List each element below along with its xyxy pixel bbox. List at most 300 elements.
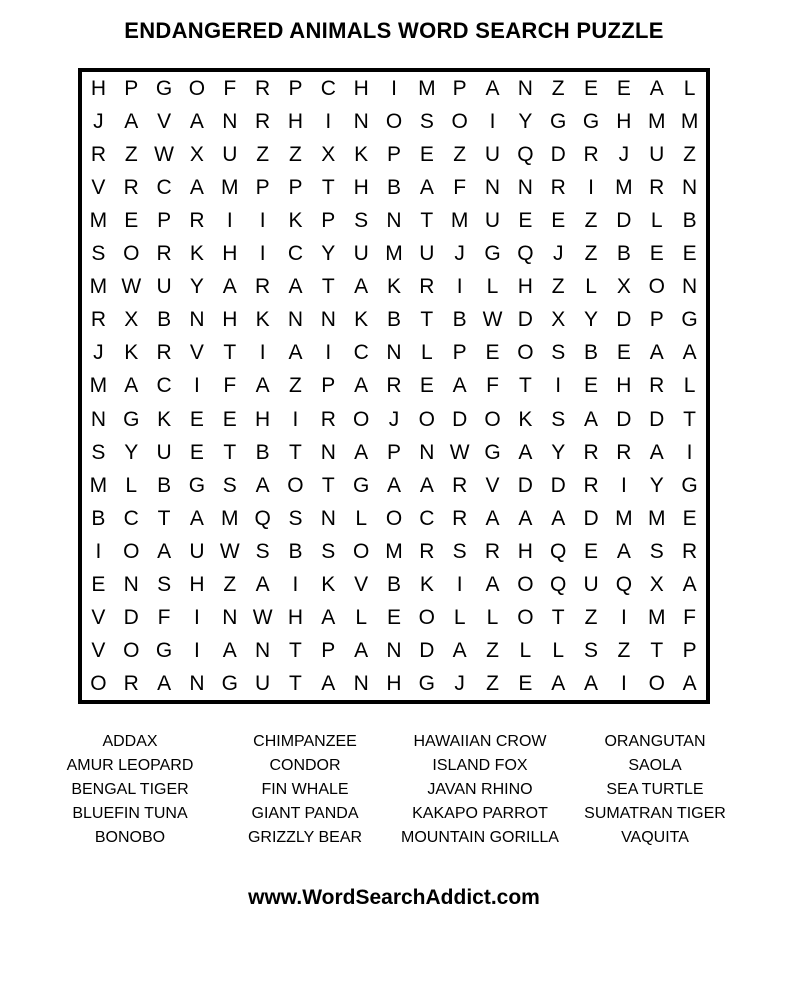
grid-letter: E <box>518 209 533 233</box>
grid-letter: O <box>517 605 534 629</box>
grid-letter: L <box>355 605 367 629</box>
grid-letter: O <box>385 506 403 530</box>
grid-letter: A <box>518 506 533 530</box>
grid-letter: P <box>386 143 401 167</box>
grid-letter: I <box>259 341 266 365</box>
grid-letter: Q <box>550 572 567 596</box>
grid-letter: R <box>90 308 106 332</box>
grid-letter: S <box>452 539 467 563</box>
grid-letter: U <box>222 143 238 167</box>
grid-letter: I <box>686 440 693 464</box>
grid-letter: O <box>418 605 435 629</box>
grid-letter: D <box>517 308 533 332</box>
grid-letter: B <box>386 308 401 332</box>
grid-letter: O <box>287 473 304 497</box>
grid-letter: T <box>518 374 532 398</box>
grid-letter: R <box>583 440 599 464</box>
grid-letter: V <box>354 572 369 596</box>
grid-letter: B <box>255 440 270 464</box>
grid-letter: N <box>484 176 501 200</box>
grid-letter: R <box>255 77 271 101</box>
grid-letter: N <box>90 407 106 431</box>
grid-letter: U <box>484 143 501 167</box>
grid-letter: X <box>189 143 204 167</box>
grid-letter: I <box>456 572 463 596</box>
grid-letter: S <box>419 110 434 134</box>
grid-letter: A <box>354 440 369 464</box>
grid-letter: A <box>551 671 566 695</box>
grid-letter: E <box>124 209 139 233</box>
grid-letter: J <box>552 242 564 266</box>
grid-letter: N <box>320 440 336 464</box>
grid-letter: A <box>354 638 369 662</box>
grid-letter: M <box>385 242 403 266</box>
grid-letter: Z <box>617 638 631 662</box>
grid-letter: Z <box>289 374 302 398</box>
grid-letter: M <box>615 506 633 530</box>
grid-letter: H <box>386 671 402 695</box>
grid-letter: P <box>288 77 303 101</box>
grid-letter: V <box>91 638 106 662</box>
grid-letter: I <box>620 605 627 629</box>
grid-letter: E <box>682 242 697 266</box>
grid-letter: C <box>156 374 172 398</box>
grid-letter: O <box>648 275 665 299</box>
grid-letter: T <box>551 605 565 629</box>
grid-letter: R <box>189 209 205 233</box>
grid-letter: H <box>287 605 304 629</box>
grid-letter: F <box>486 374 499 398</box>
grid-letter: A <box>124 110 139 134</box>
grid-letter: N <box>222 605 238 629</box>
grid-letter: K <box>354 143 369 167</box>
word-list <box>40 730 760 850</box>
grid-letter: L <box>519 638 532 662</box>
grid-letter: N <box>386 209 402 233</box>
grid-letter: E <box>616 341 631 365</box>
word-list-item: ADDAX <box>102 733 158 750</box>
grid-letter: W <box>252 605 273 629</box>
grid-letter: Z <box>289 143 302 167</box>
grid-letter: V <box>157 110 172 134</box>
grid-letter: T <box>650 638 664 662</box>
grid-letter: A <box>419 176 434 200</box>
grid-letter: A <box>124 374 139 398</box>
grid-letter: R <box>583 473 599 497</box>
grid-letter: X <box>124 308 139 332</box>
grid-letter: H <box>189 572 205 596</box>
grid-letter: T <box>223 341 237 365</box>
grid-letter: B <box>682 209 697 233</box>
grid-letter: Z <box>124 143 138 167</box>
word-list-item: HAWAIIAN CROW <box>413 733 547 750</box>
grid-letter: O <box>517 341 534 365</box>
grid-letter: U <box>419 242 435 266</box>
grid-letter: L <box>420 341 433 365</box>
grid-letter: Y <box>518 110 533 134</box>
grid-letter: G <box>221 671 238 695</box>
grid-letter: P <box>321 638 336 662</box>
grid-letter: J <box>454 242 465 266</box>
grid-letter: M <box>221 176 239 200</box>
grid-letter: A <box>485 506 500 530</box>
grid-letter: A <box>189 110 204 134</box>
grid-letter: Z <box>486 638 499 662</box>
grid-letter: Y <box>649 473 664 497</box>
grid-letter: A <box>518 440 533 464</box>
grid-letter: R <box>649 374 665 398</box>
puzzle-title: ENDANGERED ANIMALS WORD SEARCH PUZZLE <box>124 18 664 43</box>
grid-letter: S <box>321 539 336 563</box>
grid-letter: H <box>517 275 533 299</box>
grid-letter: R <box>419 539 435 563</box>
grid-letter: B <box>157 473 172 497</box>
grid-letter: S <box>354 209 369 233</box>
grid-letter: B <box>452 308 467 332</box>
grid-letter: A <box>354 374 369 398</box>
grid-letter: C <box>320 77 336 101</box>
grid-letter: A <box>649 341 664 365</box>
grid-letter: X <box>616 275 631 299</box>
grid-letter: R <box>255 275 271 299</box>
grid-letter: N <box>681 176 698 200</box>
grid-letter: S <box>551 407 566 431</box>
grid-letter: T <box>321 473 335 497</box>
grid-letter: F <box>223 374 237 398</box>
grid-letter: O <box>352 539 370 563</box>
grid-letter: A <box>288 275 303 299</box>
grid-letter: R <box>90 143 106 167</box>
grid-letter: O <box>123 539 140 563</box>
grid-letter: Y <box>189 275 204 299</box>
grid-letter: W <box>449 440 470 464</box>
grid-letter: A <box>485 572 500 596</box>
grid-letter: K <box>124 341 139 365</box>
grid-letter: M <box>647 506 666 530</box>
grid-letter: A <box>157 671 172 695</box>
grid-letter: K <box>321 572 336 596</box>
grid-letter: O <box>517 572 534 596</box>
grid-letter: K <box>518 407 533 431</box>
grid-letter: N <box>123 572 139 596</box>
word-list-item: SAOLA <box>628 757 682 774</box>
word-list-item: BLUEFIN TUNA <box>72 805 188 822</box>
grid-letter: A <box>682 671 697 695</box>
grid-letter: G <box>418 671 435 695</box>
grid-letter: A <box>255 473 270 497</box>
grid-letter: R <box>156 242 172 266</box>
grid-letter: O <box>90 671 107 695</box>
word-list-item: CONDOR <box>269 757 341 774</box>
grid-letter: V <box>189 341 204 365</box>
grid-letter: F <box>223 77 237 101</box>
grid-letter: S <box>91 440 106 464</box>
grid-letter: E <box>386 605 401 629</box>
grid-letter: W <box>219 539 240 563</box>
grid-letter: S <box>222 473 237 497</box>
grid-letter: G <box>123 407 140 431</box>
grid-letter: I <box>620 671 627 695</box>
grid-letter: S <box>551 341 566 365</box>
grid-letter: A <box>255 374 270 398</box>
grid-letter: A <box>649 440 664 464</box>
grid-letter: E <box>584 77 599 101</box>
grid-letter: H <box>222 242 238 266</box>
grid-letter: M <box>615 176 633 200</box>
grid-letter: D <box>583 506 599 530</box>
grid-letter: H <box>222 308 238 332</box>
grid-letter: E <box>551 209 566 233</box>
grid-letter: S <box>649 539 664 563</box>
grid-letter: K <box>354 308 369 332</box>
grid-letter: T <box>420 209 434 233</box>
grid-letter: N <box>681 275 698 299</box>
grid-letter: R <box>320 407 336 431</box>
grid-letter: H <box>353 77 369 101</box>
grid-letter: N <box>353 110 369 134</box>
grid-letter: Q <box>615 572 633 596</box>
grid-letter: R <box>452 473 468 497</box>
grid-letter: I <box>391 77 397 101</box>
grid-letter: W <box>482 308 503 332</box>
grid-letter: D <box>649 407 665 431</box>
grid-letter: M <box>89 473 108 497</box>
grid-letter: O <box>451 110 468 134</box>
grid-letter: G <box>155 638 173 662</box>
grid-letter: G <box>484 242 501 266</box>
grid-letter: W <box>121 275 142 299</box>
grid-letter: E <box>485 341 500 365</box>
grid-letter: N <box>517 77 533 101</box>
grid-letter: K <box>255 308 270 332</box>
grid-letter: P <box>255 176 270 200</box>
grid-letter: E <box>616 77 631 101</box>
grid-letter: P <box>649 308 664 332</box>
word-list-item: VAQUITA <box>621 829 689 846</box>
letter-grid <box>82 72 706 700</box>
grid-letter: I <box>325 341 332 365</box>
grid-letter: A <box>485 77 500 101</box>
grid-letter: P <box>321 374 336 398</box>
grid-letter: U <box>156 275 172 299</box>
word-list-item: ORANGUTAN <box>604 733 706 750</box>
word-list-item: SUMATRAN TIGER <box>584 805 726 822</box>
word-column <box>40 730 220 850</box>
grid-letter: I <box>259 242 266 266</box>
grid-letter: H <box>90 77 106 101</box>
grid-letter: T <box>683 407 696 431</box>
grid-letter: I <box>194 605 200 629</box>
grid-letter: H <box>616 110 632 134</box>
grid-letter: N <box>255 638 271 662</box>
grid-letter: U <box>353 242 369 266</box>
grid-letter: O <box>385 110 403 134</box>
grid-letter: J <box>388 407 400 431</box>
grid-letter: A <box>584 407 599 431</box>
grid-letter: B <box>386 572 401 596</box>
grid-letter: I <box>620 473 627 497</box>
grid-letter: N <box>320 506 336 530</box>
grid-letter: M <box>385 539 403 563</box>
grid-letter: O <box>352 407 370 431</box>
grid-letter: H <box>616 374 632 398</box>
grid-letter: N <box>386 638 402 662</box>
grid-letter: G <box>352 473 370 497</box>
grid-letter: B <box>288 539 303 563</box>
grid-letter: O <box>123 638 140 662</box>
word-list-item: GIANT PANDA <box>251 805 359 822</box>
word-list-item: AMUR LEOPARD <box>66 757 194 774</box>
grid-letter: B <box>616 242 631 266</box>
grid-letter: Z <box>551 77 565 101</box>
grid-letter: M <box>89 209 108 233</box>
grid-letter: R <box>419 275 435 299</box>
word-list-item: SEA TURTLE <box>606 781 704 798</box>
grid-letter: X <box>551 308 566 332</box>
grid-letter: G <box>155 77 173 101</box>
grid-letter: G <box>550 110 567 134</box>
grid-letter: N <box>287 308 304 332</box>
grid-letter: D <box>616 308 632 332</box>
grid-letter: V <box>91 176 106 200</box>
grid-letter: O <box>188 77 206 101</box>
grid-letter: P <box>452 341 467 365</box>
grid-letter: R <box>550 176 566 200</box>
grid-letter: O <box>648 671 665 695</box>
grid-letter: I <box>259 209 266 233</box>
grid-letter: U <box>649 143 665 167</box>
grid-letter: E <box>518 671 533 695</box>
grid-letter: L <box>650 209 663 233</box>
grid-letter: L <box>683 77 696 101</box>
grid-letter: I <box>555 374 562 398</box>
grid-letter: Y <box>584 308 599 332</box>
grid-letter: H <box>517 539 533 563</box>
grid-letter: N <box>419 440 435 464</box>
grid-letter: A <box>551 506 566 530</box>
grid-letter: X <box>321 143 336 167</box>
word-column <box>390 730 570 850</box>
grid-letter: F <box>157 605 171 629</box>
grid-letter: R <box>616 440 632 464</box>
grid-letter: N <box>517 176 533 200</box>
grid-letter: C <box>287 242 304 266</box>
grid-letter: A <box>649 77 664 101</box>
grid-letter: G <box>188 473 206 497</box>
grid-letter: A <box>452 374 467 398</box>
grid-letter: A <box>189 176 204 200</box>
grid-letter: A <box>288 341 303 365</box>
grid-letter: M <box>89 275 108 299</box>
grid-letter: I <box>292 407 299 431</box>
grid-letter: I <box>325 110 332 134</box>
grid-letter: A <box>189 506 204 530</box>
grid-letter: X <box>649 572 664 596</box>
grid-letter: H <box>353 176 369 200</box>
grid-letter: A <box>157 539 172 563</box>
grid-letter: E <box>419 143 434 167</box>
grid-letter: E <box>419 374 434 398</box>
word-list-item: GRIZZLY BEAR <box>247 829 363 846</box>
grid-letter: F <box>453 176 467 200</box>
word-list-item: ISLAND FOX <box>432 757 528 774</box>
grid-letter: M <box>221 506 239 530</box>
grid-letter: V <box>91 605 106 629</box>
grid-letter: R <box>123 671 139 695</box>
grid-letter: J <box>93 341 104 365</box>
grid-letter: J <box>618 143 630 167</box>
grid-letter: I <box>489 110 496 134</box>
grid-letter: S <box>584 638 599 662</box>
grid-letter: Z <box>584 209 598 233</box>
grid-letter: A <box>584 671 599 695</box>
word-column <box>220 730 390 850</box>
grid-letter: T <box>420 308 434 332</box>
grid-letter: Z <box>223 572 237 596</box>
grid-letter: C <box>419 506 435 530</box>
grid-letter: D <box>616 407 632 431</box>
grid-letter: O <box>123 242 140 266</box>
grid-letter: R <box>255 110 271 134</box>
grid-letter: I <box>456 275 463 299</box>
grid-letter: R <box>156 341 172 365</box>
grid-letter: D <box>550 143 566 167</box>
word-list-item: JAVAN RHINO <box>427 781 533 798</box>
grid-letter: R <box>452 506 468 530</box>
grid-letter: U <box>583 572 599 596</box>
grid-letter: M <box>450 209 469 233</box>
website-footer: www.WordSearchAddict.com <box>248 886 540 909</box>
grid-letter: L <box>552 638 565 662</box>
grid-letter: T <box>289 440 302 464</box>
grid-letter: A <box>452 638 467 662</box>
grid-letter: B <box>584 341 599 365</box>
grid-letter: S <box>255 539 270 563</box>
grid-letter: E <box>222 407 237 431</box>
grid-letter: R <box>123 176 139 200</box>
grid-letter: E <box>682 506 697 530</box>
grid-letter: Z <box>584 242 598 266</box>
grid-letter: K <box>419 572 434 596</box>
grid-letter: N <box>320 308 336 332</box>
grid-letter: K <box>288 209 303 233</box>
grid-letter: E <box>189 440 204 464</box>
grid-letter: U <box>255 671 271 695</box>
word-list-item: CHIMPANZEE <box>253 733 357 750</box>
grid-letter: P <box>157 209 172 233</box>
grid-letter: G <box>582 110 600 134</box>
grid-letter: L <box>486 275 499 299</box>
grid-letter: L <box>453 605 466 629</box>
grid-letter: N <box>386 341 402 365</box>
grid-letter: A <box>682 572 697 596</box>
grid-letter: A <box>354 275 369 299</box>
word-list-item: KAKAPO PARROT <box>412 805 548 822</box>
grid-letter: A <box>419 473 434 497</box>
grid-letter: A <box>222 275 237 299</box>
grid-letter: Z <box>453 143 467 167</box>
grid-letter: L <box>486 605 499 629</box>
grid-letter: L <box>683 374 696 398</box>
grid-letter: E <box>584 539 599 563</box>
grid-letter: M <box>418 77 436 101</box>
grid-letter: W <box>154 143 174 167</box>
grid-letter: B <box>386 176 401 200</box>
grid-letter: F <box>683 605 696 629</box>
grid-letter: K <box>386 275 401 299</box>
grid-letter: L <box>355 506 367 530</box>
grid-letter: R <box>583 143 599 167</box>
